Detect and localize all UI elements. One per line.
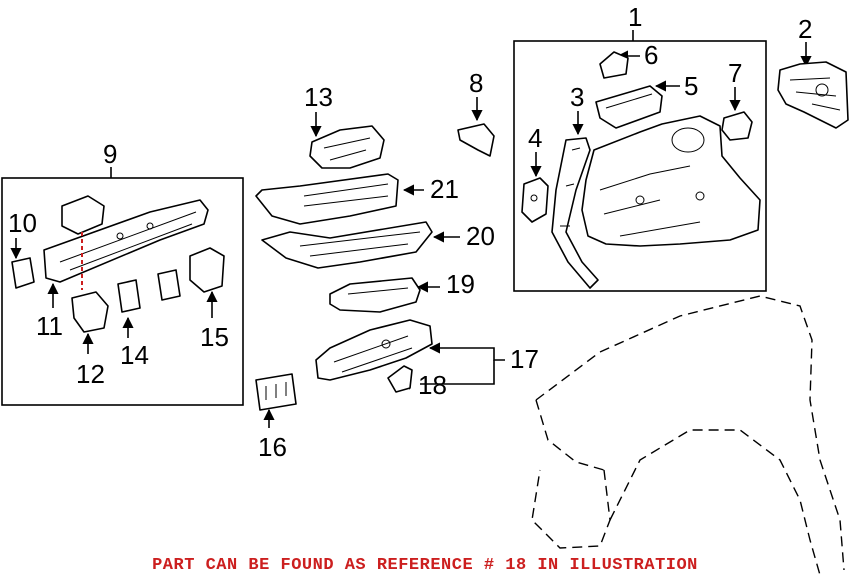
part-6-clip[interactable] [600, 52, 628, 78]
callout-12[interactable]: 12 [76, 359, 105, 389]
callout-10[interactable]: 10 [8, 208, 37, 238]
part-20-rail[interactable] [262, 222, 432, 268]
callout-3[interactable]: 3 [570, 82, 585, 112]
callout-14[interactable]: 14 [120, 340, 149, 370]
part-18-bracket[interactable] [388, 366, 412, 392]
part-8-bracket[interactable] [458, 124, 494, 156]
part-12-bracket[interactable] [72, 292, 108, 332]
callout-19[interactable]: 19 [446, 269, 475, 299]
callout-17[interactable]: 17 [510, 344, 539, 374]
callout-6[interactable]: 6 [644, 40, 659, 70]
callout-1[interactable]: 1 [628, 2, 643, 32]
fender-outline [532, 296, 844, 575]
callout-16[interactable]: 16 [258, 432, 287, 462]
callout-15[interactable]: 15 [200, 322, 229, 352]
part-10-bracket[interactable] [12, 258, 34, 288]
part-19-member[interactable] [330, 278, 420, 312]
part-4-bracket[interactable] [522, 178, 548, 222]
callout-18[interactable]: 18 [418, 370, 447, 400]
part-16-plate[interactable] [256, 374, 296, 410]
callout-4[interactable]: 4 [528, 123, 543, 153]
callout-8[interactable]: 8 [469, 68, 484, 98]
callout-7[interactable]: 7 [728, 58, 743, 88]
reference-caption: PART CAN BE FOUND AS REFERENCE # 18 IN ILLUSTRATION [152, 556, 698, 575]
part-14-bracket[interactable] [118, 280, 140, 312]
callout-13[interactable]: 13 [304, 82, 333, 112]
callout-21[interactable]: 21 [430, 174, 459, 204]
part-15-bracket[interactable] [158, 248, 224, 300]
part-2-panel[interactable] [778, 62, 848, 128]
part-21-rail[interactable] [256, 174, 398, 224]
part-5-bracket[interactable] [596, 86, 662, 128]
callout-5[interactable]: 5 [684, 71, 699, 101]
callout-2[interactable]: 2 [798, 14, 813, 44]
callout-20[interactable]: 20 [466, 221, 495, 251]
callout-11[interactable]: 11 [36, 311, 63, 341]
part-17-member[interactable] [316, 320, 432, 380]
part-7-bracket[interactable] [722, 112, 752, 140]
part-13-bracket[interactable] [310, 126, 384, 168]
callout-9[interactable]: 9 [103, 139, 118, 169]
